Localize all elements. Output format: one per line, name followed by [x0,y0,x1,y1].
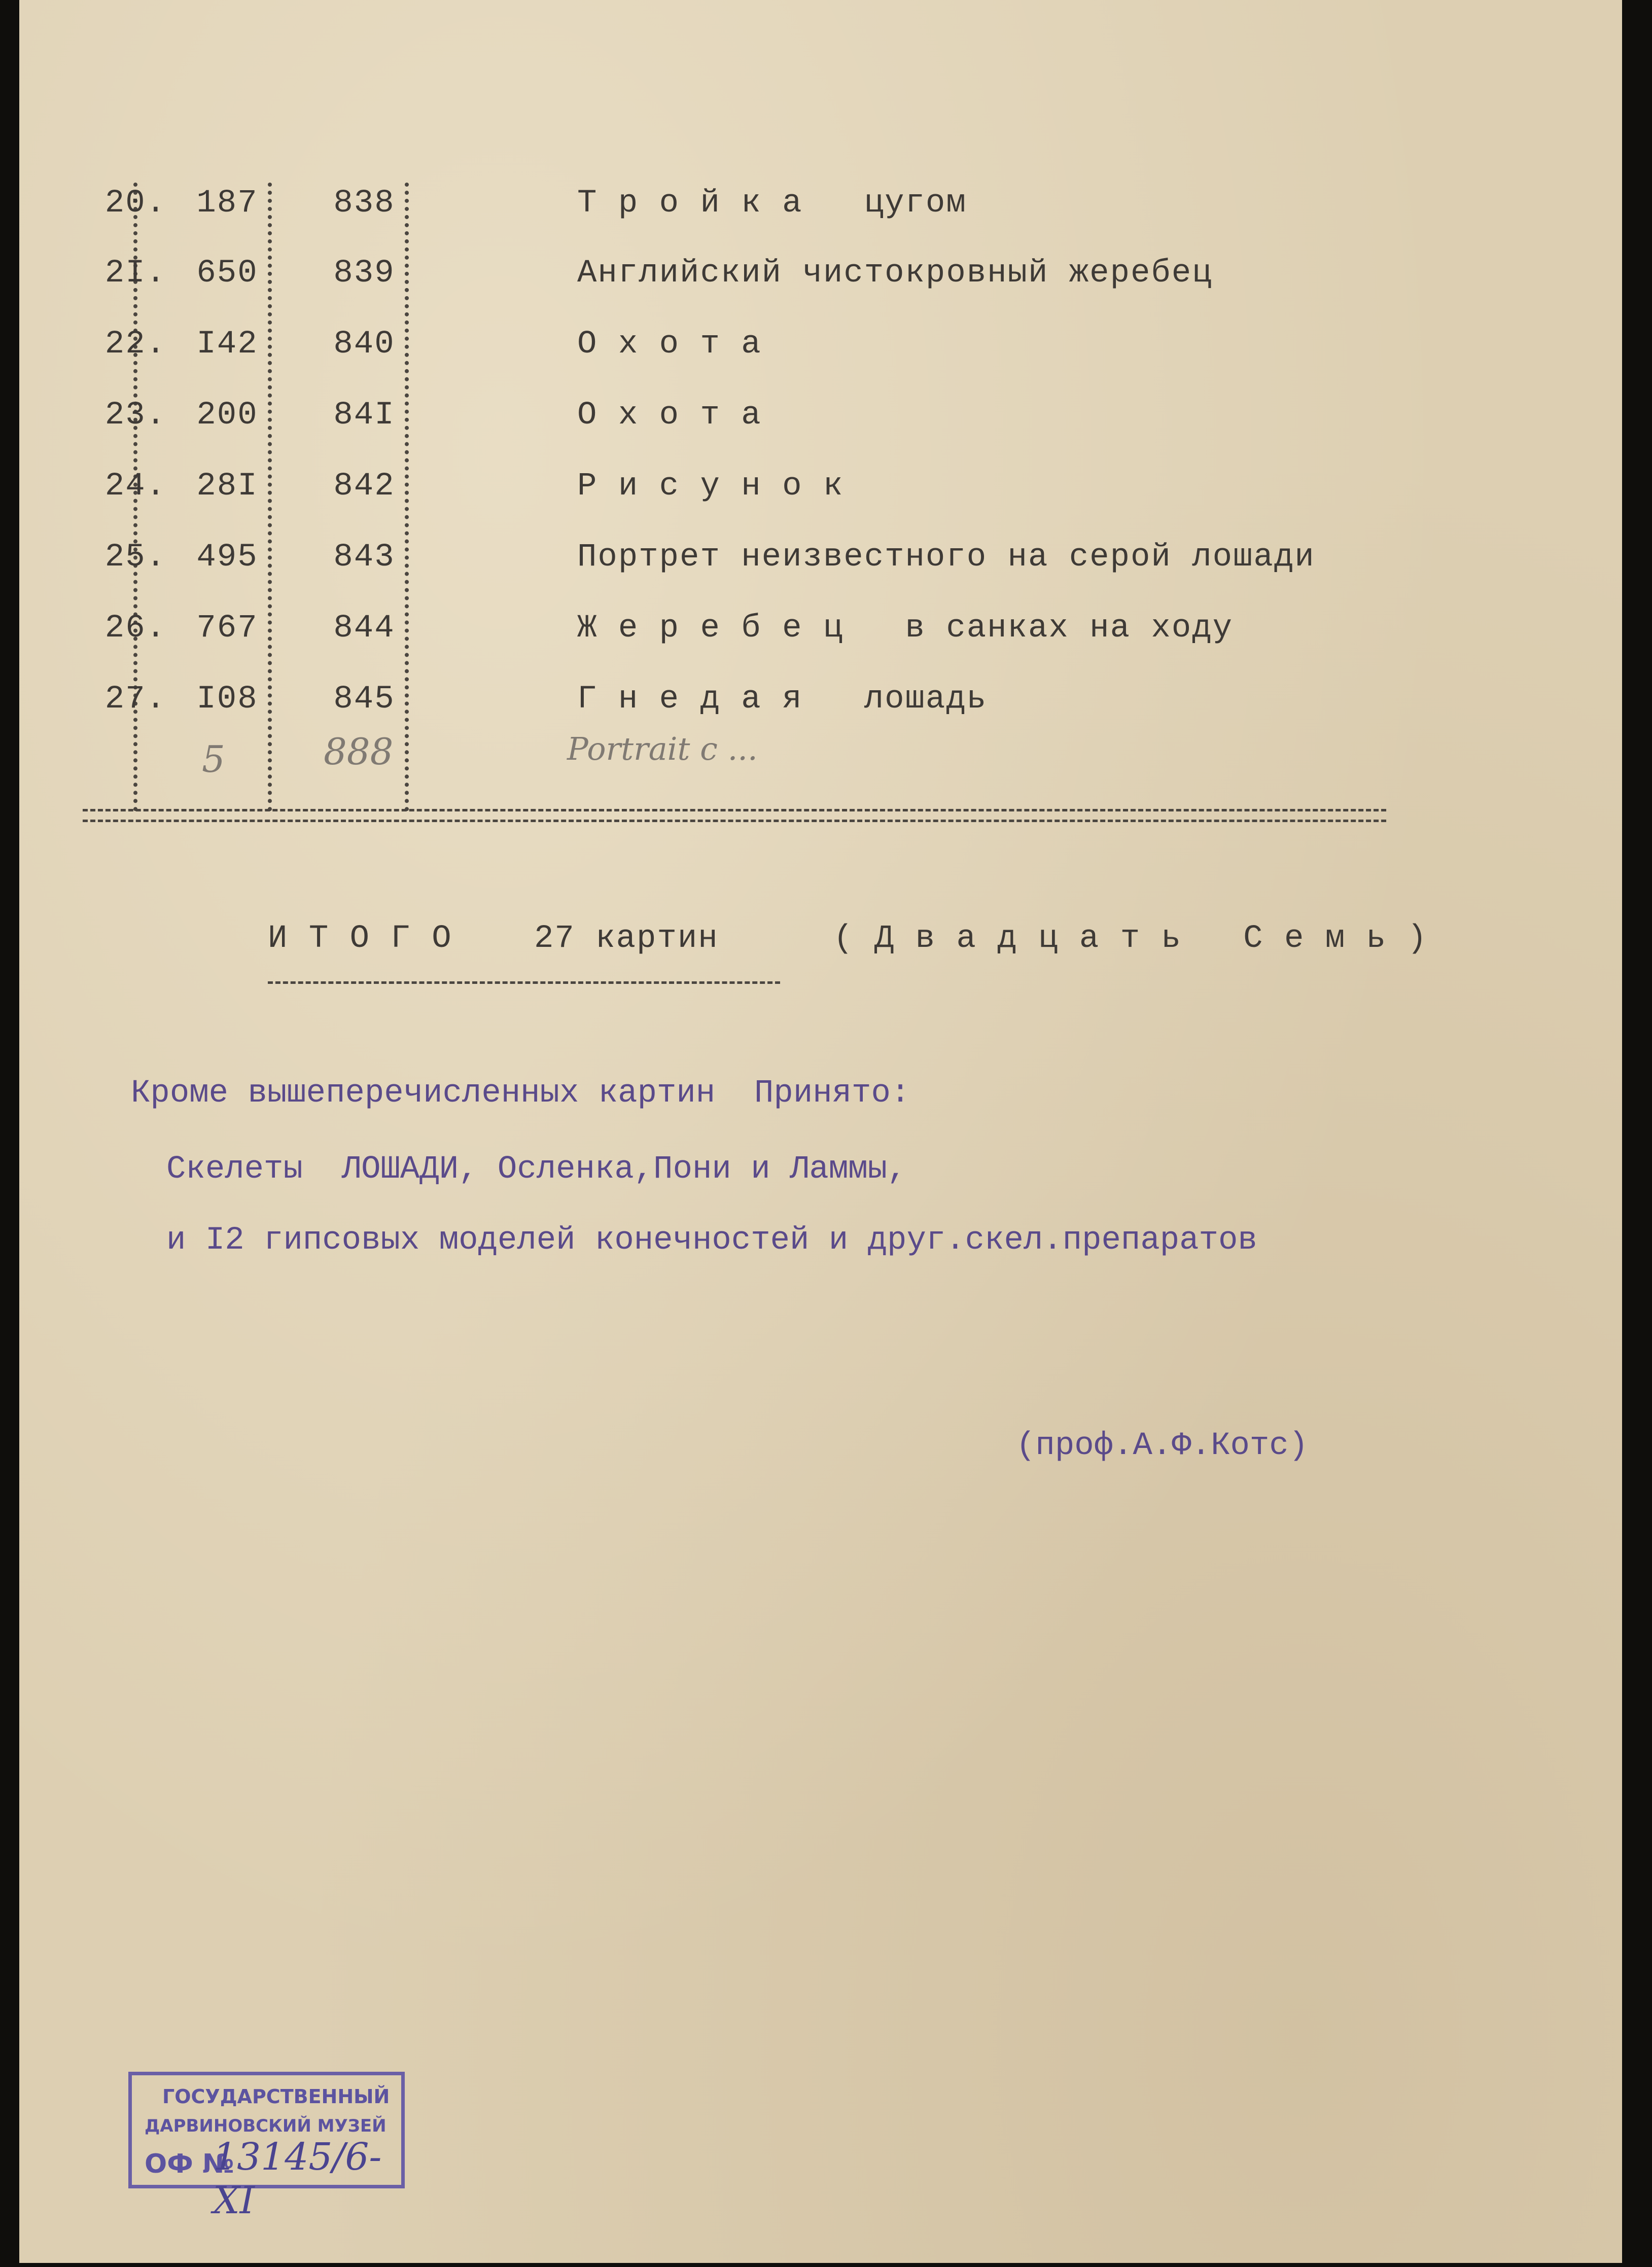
document-page [19,0,1622,2263]
catalog-number: 844 [333,610,395,647]
inventory-number: I42 [196,326,258,363]
pencil-note-number: 888 [324,730,394,773]
catalog-number: 845 [333,681,395,718]
painting-title: Г н е д а я лошадь [577,681,988,718]
painting-title: О х о т а [577,397,762,434]
column-separator-2 [268,183,272,811]
total-count: 27 картин [534,920,719,957]
total-words: ( Д в а д ц а т ь С е м ь ) [833,920,1428,957]
row-number: 20. [104,185,166,222]
row-number: 22. [104,326,166,363]
column-separator-3 [405,183,409,811]
extra-line-2: Скелеты ЛОШАДИ, Осленка,Пони и Ламмы, [166,1151,907,1188]
row-number: 25. [104,539,166,576]
painting-title: Р и с у н о к [577,468,844,505]
row-number: 23. [104,397,166,434]
row-number: 26. [104,610,166,647]
row-number: 24. [104,468,166,505]
catalog-number: 843 [333,539,395,576]
painting-title: Ж е р е б е ц в санках на ходу [577,610,1233,647]
painting-title: Т р о й к а цугом [577,185,967,222]
catalog-number: 838 [333,185,395,222]
extra-line-3: и I2 гипсовых моделей конечностей и друг.скел.препаратов [166,1222,1257,1259]
row-number: 2I. [104,255,166,292]
row-number: 27. [104,681,166,718]
extra-line-1: Кроме вышеперечисленных картин Принято: [131,1075,910,1112]
inventory-number: I08 [196,681,258,718]
museum-stamp [128,2072,405,2222]
inventory-number: 767 [196,610,258,647]
pencil-note-title: Portrait с ... [567,730,758,767]
pencil-note-count: 5 [202,738,225,781]
catalog-number: 839 [333,255,395,292]
table-bottom-rule [83,809,1386,822]
stamp-handwritten-number: 13145/6-XI [213,2135,382,2222]
inventory-number: 495 [196,539,258,576]
catalog-number: 84I [333,397,395,434]
inventory-number: 200 [196,397,258,434]
scan-border-left [0,0,19,2267]
inventory-number: 187 [196,185,258,222]
stamp-line-2: ДАРВИНОВСКИЙ МУЗЕЙ [145,2116,386,2136]
inventory-number: 650 [196,255,258,292]
catalog-number: 840 [333,326,395,363]
stamp-line-1: ГОСУДАРСТВЕННЫЙ [162,2085,390,2108]
total-label: И Т О Г О [268,920,452,957]
painting-title: Английский чистокровный жеребец [577,255,1213,292]
inventory-number: 28I [196,468,258,505]
painting-title: О х о т а [577,326,762,363]
catalog-number: 842 [333,468,395,505]
stamp-line-3: ОФ № [145,2149,234,2179]
total-underline [268,981,780,984]
painting-title: Портрет неизвестного на серой лошади [577,539,1315,576]
signature-line: (проф.А.Ф.Котс) [1016,1428,1309,1464]
